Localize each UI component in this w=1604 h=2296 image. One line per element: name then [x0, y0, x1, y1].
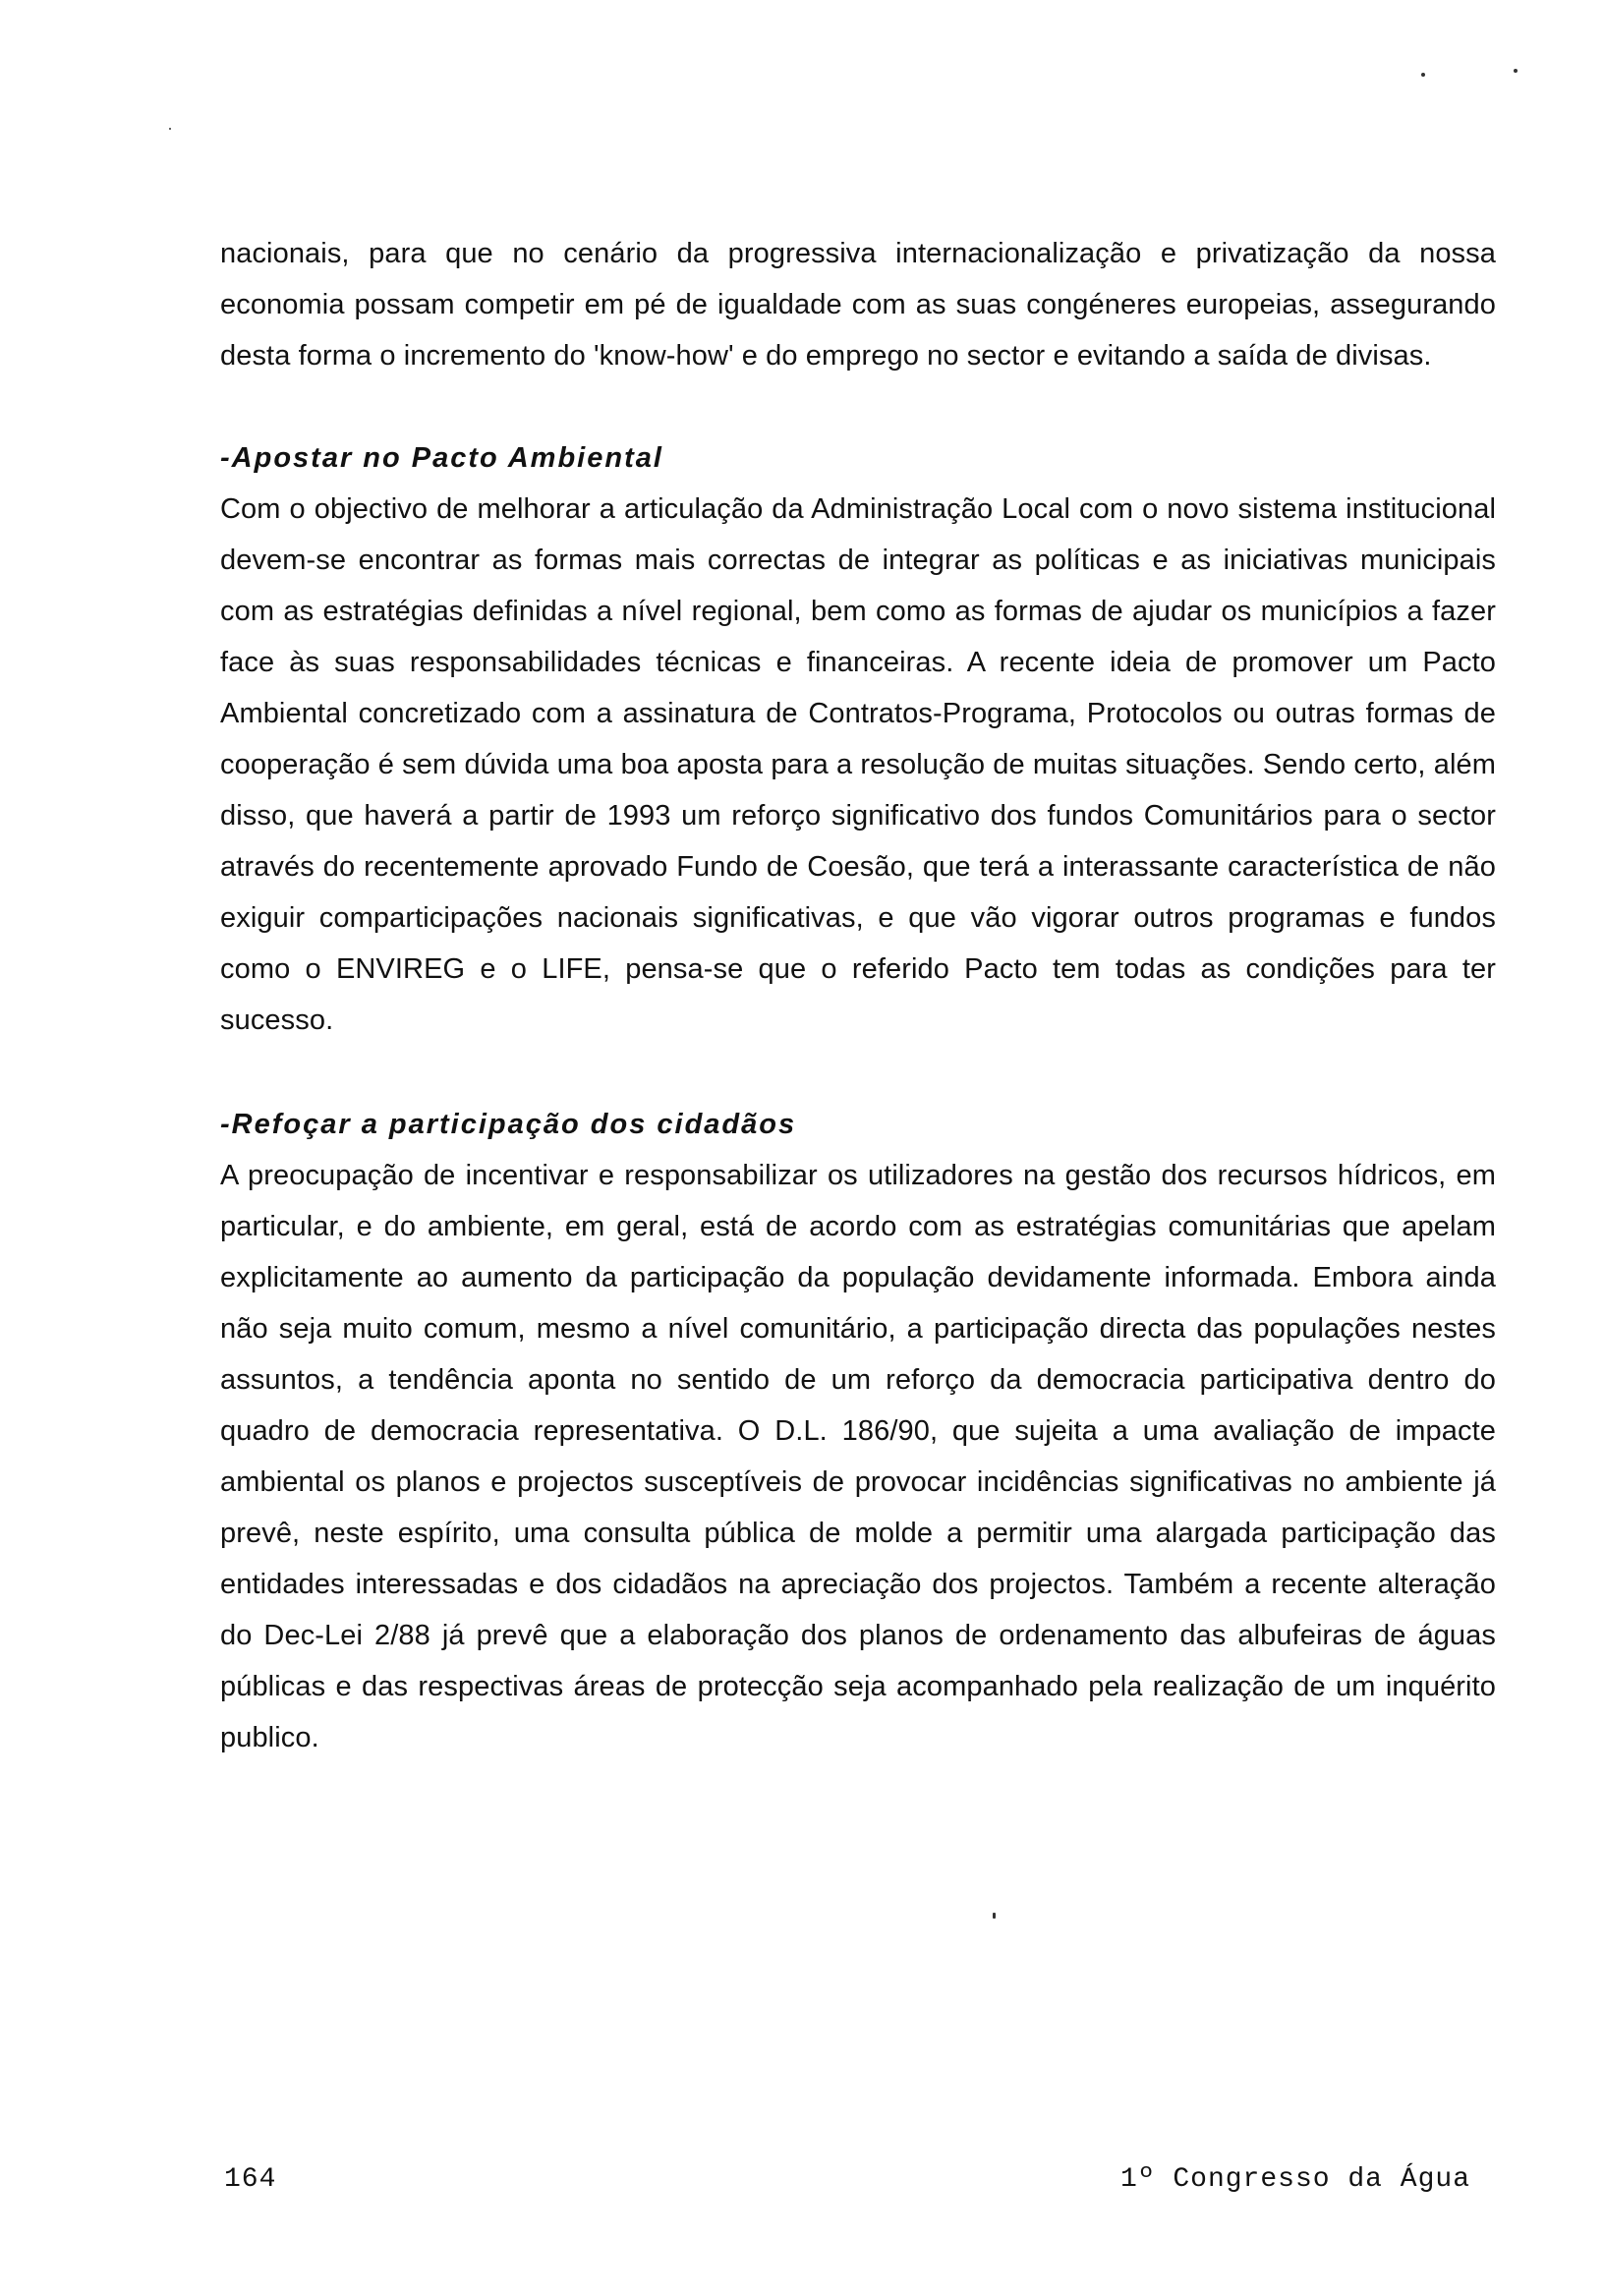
intro-paragraph: nacionais, para que no cenário da progressiva internacionalização e privatização da nossa economia possam competir em pé de igualdade com as suas congéneres europeias, assegurando desta forma o incremento do 'know-how' e do emprego no sector e evitando a saída de divisas.: [220, 238, 1496, 372]
page-number: 164: [224, 2164, 277, 2195]
section-heading-pacto-ambiental: -Apostar no Pacto Ambiental: [220, 442, 663, 474]
scan-speck: [1514, 69, 1518, 73]
intro-section: [220, 228, 1496, 381]
pacto-ambiental-section: [220, 432, 1496, 1046]
scan-speck: [1421, 73, 1425, 77]
scan-speck: [169, 128, 171, 130]
participacao-cidadaos-paragraph: A preocupação de incentivar e responsabilizar os utilizadores na gestão dos recursos hídricos, em particular, e do ambiente, em geral, está de acordo com as estratégias comunitárias que apelam explicitamente ao aumento da participação da população devidamente informada. Embora ainda não seja muito comum, mesmo a nível comunitário, a participação directa das populações nestes assuntos, a tendência aponta no sentido de um reforço da democracia participativa dentro do quadro de democracia representativa. O D.L. 186/90, que sujeita a uma avaliação de impacte ambiental os planos e projectos susceptíveis de provocar incidências significativas no ambiente já prevê, neste espírito, uma consulta pública de molde a permitir uma alargada participação das entidades interessadas e dos cidadãos na apreciação dos projectos. Também a recente alteração do Dec-Lei 2/88 já prevê que a elaboração dos planos de ordenamento das albufeiras de águas públicas e das respectivas áreas de protecção seja acompanhado pela realização de um inquérito publico.: [220, 1160, 1496, 1753]
section-heading-participacao-cidadaos: -Refoçar a participação dos cidadãos: [220, 1109, 797, 1140]
participacao-cidadaos-section: [220, 1099, 1496, 1763]
pacto-ambiental-paragraph: Com o objectivo de melhorar a articulação da Administração Local com o novo sistema institucional devem-se encontrar as formas mais correctas de integrar as políticas e as iniciativas municipais com as estratégias definidas a nível regional, bem como as formas de ajudar os municípios a fazer face às suas responsabilidades técnicas e financeiras. A recente ideia de promover um Pacto Ambiental concretizado com a assinatura de Contratos-Programa, Protocolos ou outras formas de cooperação é sem dúvida uma boa aposta para a resolução de muitas situações. Sendo certo, além disso, que haverá a partir de 1993 um reforço significativo dos fundos Comunitários para o sector através do recentemente aprovado Fundo de Coesão, que terá a interassante característica de não exiguir comparticipações nacionais significativas, e que vão vigorar outros programas e fundos como o ENVIREG e o LIFE, pensa-se que o referido Pacto tem todas as condições para ter sucesso.: [220, 493, 1496, 1036]
scan-speck: [993, 1913, 996, 1919]
footer-title: 1º Congresso da Água: [1119, 2164, 1470, 2195]
